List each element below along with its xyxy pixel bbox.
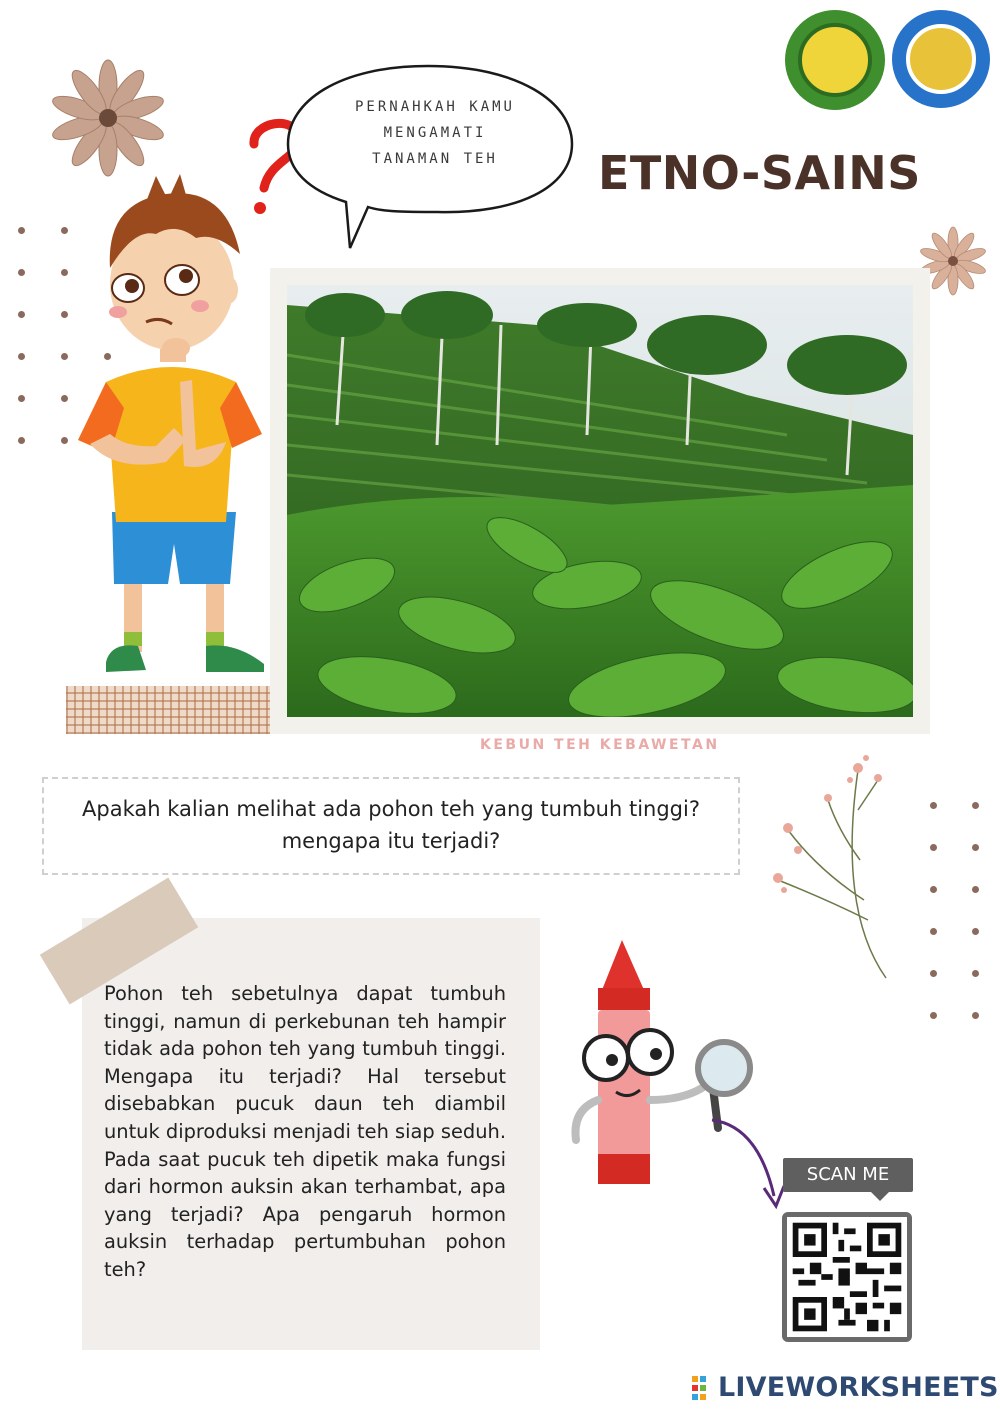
liveworksheets-watermark: LIVEWORKSHEETS: [718, 1372, 999, 1403]
plaid-tape: [66, 686, 270, 734]
dried-flower-branch: [768, 750, 898, 980]
liveworksheets-logo-icon: [692, 1376, 714, 1400]
scan-label-tip: [870, 1191, 890, 1201]
question-text: Apakah kalian melihat ada pohon teh yang tumbuh tinggi? mengapa itu terjadi?: [82, 797, 700, 853]
universitas-muhammadiyah-bengkulu-logo: [785, 10, 885, 110]
bubble-text: PERNAHKAH KAMU MENGAMATI TANAMAN TEH: [354, 99, 515, 167]
qr-code-frame[interactable]: [782, 1212, 912, 1342]
tea-garden-photo: [287, 285, 913, 717]
boy-thinking-illustration: [76, 172, 272, 684]
page-title: ETNO-SAINS: [598, 146, 921, 200]
scan-me-label: SCAN ME: [783, 1158, 913, 1192]
tut-wuri-handayani-logo: [892, 10, 990, 108]
photo-caption: KEBUN TEH KEBAWETAN: [480, 737, 720, 753]
note-text: Pohon teh sebetulnya dapat tumbuh tinggi, namun di perkebunan teh hampir tidak ada pohon teh yang tumbuh tinggi. Mengapa itu terjadi? Hal tersebut disebabkan pucuk daun teh diambil untuk diproduksi menjadi teh siap seduh. Pada saat pucuk teh dipetik maka fungsi dari hormon auksin akan terhambat, apa yang terjadi? Apa pengaruh hormon auksin terhadap pertumbuhan pohon teh?: [104, 982, 506, 1281]
flower-icon: [48, 58, 168, 178]
qr-code-icon: [787, 1217, 907, 1337]
